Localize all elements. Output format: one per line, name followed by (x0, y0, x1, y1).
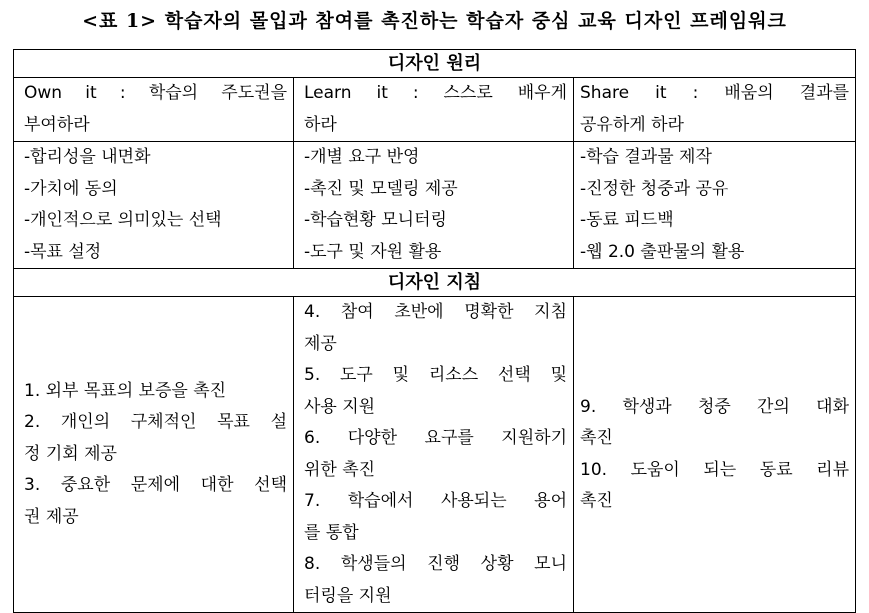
element-item: -개별 요구 반영 (304, 147, 420, 167)
guideline-line: 촉진 (580, 428, 613, 448)
guideline-line: 권 제공 (24, 506, 79, 527)
guideline-line: 터링을 지원 (304, 585, 392, 606)
guideline-line: 촉진 (580, 491, 613, 511)
principle-line: Share it : 배움의 결과를 (580, 83, 849, 103)
element-item: -학습현황 모니터링 (304, 210, 447, 230)
element-item: -개인적으로 의미있는 선택 (24, 210, 222, 230)
guideline-line: 3. 중요한 문제에 대한 선택 (24, 475, 287, 496)
guideline-line: 사용 지원 (304, 396, 376, 417)
table-caption: <표 1> 학습자의 몰입과 참여를 촉진하는 학습자 중심 교육 디자인 프레임워크 (82, 10, 787, 32)
guidelines-header-row (14, 269, 856, 297)
guideline-line: 10. 도움이 되는 동료 리뷰 (580, 459, 849, 480)
element-item: -웹 2.0 출판물의 활용 (580, 241, 745, 262)
principles-row (14, 78, 856, 142)
principle-own-it (14, 78, 294, 142)
guideline-line: 9. 학생과 청중 간의 대화 (580, 396, 849, 417)
element-item: -촉진 및 모델링 제공 (304, 178, 458, 199)
principle-line: 하라 (304, 114, 337, 135)
principle-line: Own it : 학습의 주도권을 (24, 83, 287, 103)
elements-learn-it (294, 142, 574, 269)
guideline-line: 4. 참여 초반에 명확한 지침 (304, 302, 567, 322)
principle-share-it (574, 78, 856, 142)
element-item: -진정한 청중과 공유 (580, 178, 729, 199)
element-item: -학습 결과물 제작 (580, 147, 712, 167)
element-item: -목표 설정 (24, 241, 102, 262)
guideline-line: 정 기회 제공 (24, 443, 117, 464)
guideline-line: 위한 촉진 (304, 459, 376, 480)
elements-own-it (14, 142, 294, 269)
principle-line: Learn it : 스스로 배우게 (304, 83, 567, 103)
guideline-line: 6. 다양한 요구를 지원하기 (304, 428, 567, 448)
guidelines-learn-it (294, 297, 574, 613)
guideline-line: 5. 도구 및 리소스 선택 및 (304, 365, 567, 385)
elements-share-it (574, 142, 856, 269)
guidelines-share-it (574, 297, 856, 613)
principles-header: 디자인 원리 (14, 50, 856, 78)
principles-header-row (14, 50, 856, 78)
principle-line: 공유하게 하라 (580, 114, 684, 135)
guideline-line: 를 통합 (304, 522, 359, 543)
element-item: -동료 피드백 (580, 210, 674, 230)
guidelines-header: 디자인 지침 (14, 269, 856, 297)
element-item: -가치에 동의 (24, 178, 118, 199)
elements-row (14, 142, 856, 269)
guideline-line: 8. 학생들의 진행 상황 모니 (304, 554, 567, 574)
guideline-line: 1. 외부 목표의 보증을 촉진 (24, 380, 227, 401)
guidelines-own-it (14, 297, 294, 613)
guidelines-row (14, 297, 856, 613)
framework-table (13, 49, 856, 613)
guideline-line: 제공 (304, 333, 337, 354)
guideline-line: 2. 개인의 구체적인 목표 설 (24, 412, 287, 433)
element-item: -합리성을 내면화 (24, 147, 151, 167)
principle-learn-it (294, 78, 574, 142)
principle-line: 부여하라 (24, 114, 90, 135)
guideline-line: 7. 학습에서 사용되는 용어 (304, 491, 567, 511)
element-item: -도구 및 자원 활용 (304, 241, 442, 262)
